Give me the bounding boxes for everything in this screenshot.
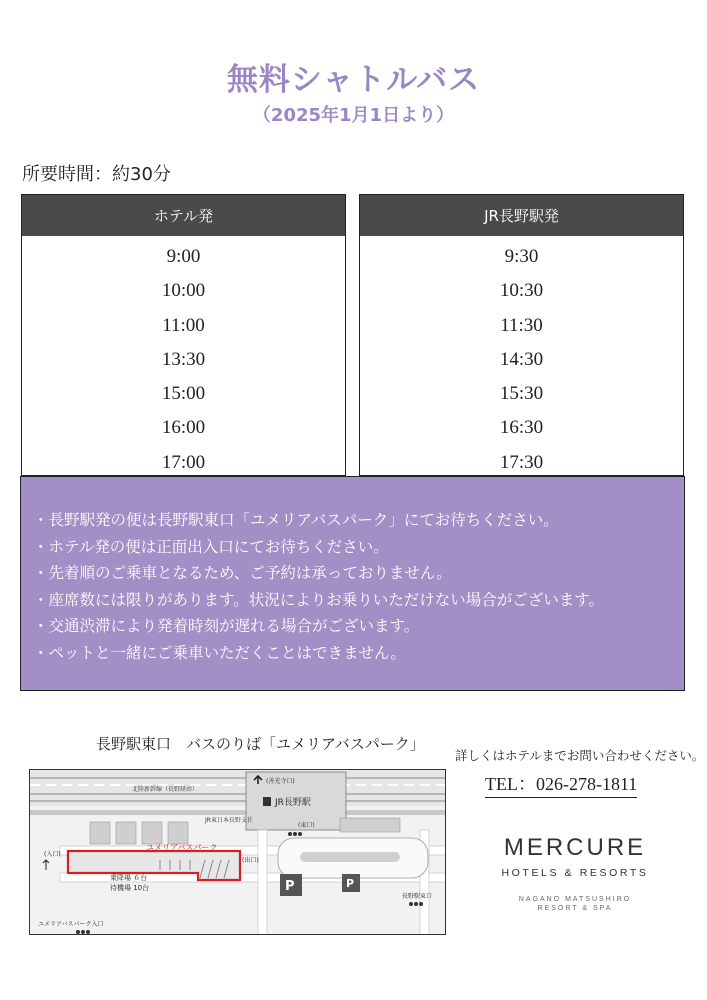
- hotel-departure-time: 10:00: [161, 280, 206, 302]
- map-drawing: [30, 770, 446, 935]
- station-departure-time: 11:30: [500, 314, 543, 336]
- note-item: ・座席数には限りがあります。状況によりお乗りいただけない場合がございます。: [33, 590, 605, 609]
- station-departure-time: 14:30: [499, 348, 544, 370]
- phone-number: TEL：026-278-1811: [485, 770, 637, 798]
- brand-logo-name: MERCURE: [503, 834, 647, 861]
- map-label-bus-park: ユメリアバスパーク: [146, 843, 218, 852]
- page-subtitle: （2025年1月1日より）: [252, 105, 455, 126]
- map-label-east-exit: (東口): [298, 822, 315, 829]
- map-label-entrance: (入口): [44, 851, 61, 858]
- station-departure-time: 15:30: [499, 383, 544, 405]
- map-caption: 長野駅東口 バスのりば「ユメリアバスパーク」: [96, 735, 425, 753]
- page-title: 無料シャトルバス: [226, 62, 481, 98]
- station-departure-time: 10:30: [499, 280, 544, 302]
- parking-label: P: [285, 879, 295, 894]
- brand-property-line1: NAGANO MATSUSHIRO: [518, 896, 632, 903]
- map-label-jr-east: JR東日本長野支社: [205, 817, 253, 824]
- map-label-zenkoji: (善光寺口): [266, 778, 295, 785]
- station-departure-time: 17:30: [499, 451, 544, 473]
- hotel-departure-time: 16:00: [161, 417, 206, 439]
- train-icon: [263, 797, 271, 806]
- station-departure-time: 9:30: [504, 246, 539, 267]
- travel-duration: 所要時間：約30分: [22, 164, 171, 185]
- hotel-departure-header: ホテル発: [22, 195, 345, 236]
- hotel-departure-time: 15:00: [161, 383, 206, 405]
- contact-note: 詳しくはホテルまでお問い合わせください。: [455, 748, 705, 763]
- hotel-departure-time: 9:00: [166, 246, 201, 267]
- map-label-exit: (出口): [242, 857, 259, 864]
- parking-label: P: [346, 877, 355, 890]
- note-item: ・長野駅発の便は長野駅東口「ユメリアバスパーク」にてお待ちください。: [33, 511, 559, 529]
- note-item: ・ペットと一緒にご乗車いただくことはできません。: [33, 643, 406, 662]
- station-departure-table: [359, 194, 684, 476]
- hotel-departure-time: 11:00: [162, 314, 205, 336]
- map-label-boarding: 乗降場 ６台: [110, 874, 148, 882]
- brand-property-line2: RESORT & SPA: [537, 905, 613, 912]
- note-item: ・交通渋滞により発着時刻が遅れる場合がございます。: [33, 617, 420, 635]
- station-departure-time: 16:30: [499, 417, 544, 439]
- hotel-departure-time: 17:00: [161, 451, 206, 473]
- map-label-nagano-east: 長野駅東口: [402, 893, 433, 900]
- map-label-station: JR長野駅: [275, 798, 311, 808]
- station-departure-header: JR長野駅発: [360, 195, 683, 236]
- notes-panel: [20, 476, 685, 691]
- map-label-waiting: 待機場 10台: [110, 884, 150, 892]
- map-label-bus-park-entrance: ユメリアバスパーク入口: [38, 921, 104, 928]
- map-label-shinkansen: 北陸新幹線（長野経由）: [132, 786, 199, 793]
- note-item: ・先着順のご乗車となるため、ご予約は承っておりません。: [33, 564, 452, 582]
- brand-logo-subline: HOTELS & RESORTS: [501, 867, 649, 879]
- bus-stop-map: [29, 769, 446, 935]
- hotel-departure-time: 13:30: [161, 348, 206, 370]
- hotel-departure-table: [21, 194, 346, 476]
- note-item: ・ホテル発の便は正面出入口にてお待ちください。: [33, 537, 389, 556]
